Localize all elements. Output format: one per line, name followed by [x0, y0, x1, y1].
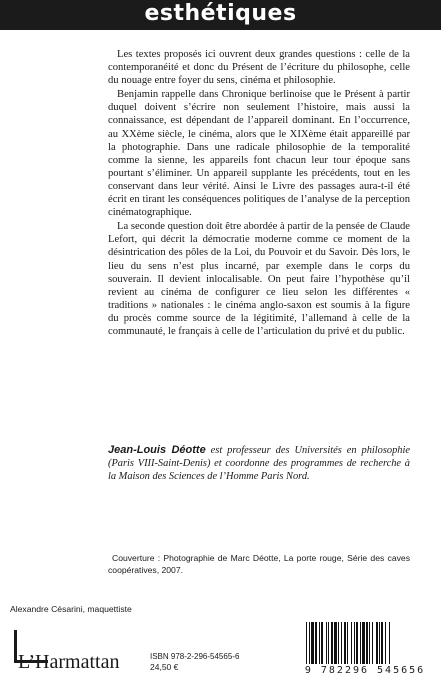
author-name: Jean-Louis Déotte	[108, 444, 206, 456]
price: 24,50 €	[150, 662, 179, 672]
cover-note: Couverture : Photographie de Marc Déotte, La porte rouge, Série des caves coopératives, 2007.	[108, 553, 410, 575]
series-title: esthétiques	[144, 1, 297, 26]
barcode	[292, 620, 438, 666]
publisher-name: L’Harmattan	[18, 651, 120, 673]
back-cover-text	[108, 48, 410, 339]
paragraph-1: Les textes proposés ici ouvrent deux grandes questions : celle de la contemporanéité et donc du Présent de l’écriture du philosophe, celle du nouage entre foyer du sens, cinéma et philosophie.	[108, 49, 410, 87]
author-bio-text: est professeur des Universités en philosophie (Paris VIII-Saint-Denis) et coordonne des programmes de recherche à la Maison des Sciences de l’Homme Paris Nord.	[108, 445, 410, 483]
barcode-digits: 9 782296 545656	[304, 665, 426, 676]
paragraph-2: Benjamin rappelle dans Chronique berlinoise que le Présent à partir duquel doivent s’écrire non seulement l’histoire, mais aussi la connaissance, est dépendant de l’appareil dominant. En l’occurrence, au XXème siècle, le cinéma, alors que le XIXème était appareillé par la photographie. Dans une radicale philosophie de la temporalité comme la sienne, les appareils font chacun leur tour époque sans pourtant s’éliminer. Un appareil supplante les précédents, tout en les conservant dans leur vérité. Ainsi le Livre des passages aura-t-il été écrit en tirant les conséquences politiques de l’analyse de la perception cinématographique.	[108, 89, 410, 219]
publisher-logo	[8, 628, 126, 676]
paragraph-3: La seconde question doit être abordée à partir de la pensée de Claude Lefort, qui décrit la démocratie moderne comme ce moment de la désintrication des pôles de la Loi, du Pouvoir et du Savoir. Dès lors, le lieu du sens n’est plus incarné, par exemple dans le corps du souverain. Il devient inlocalisable. On peut faire l’hypothèse qu’il revient au cinéma de configurer ce lieu selon les différentes « traditions » nationales : le cinéma anglo-saxon est soumis à la figure du procès comme source de la légitimité, l’allemand à celle de la communauté, le français à celle de l’articulation du privé et du public.	[108, 221, 410, 337]
author-bio	[108, 444, 410, 484]
header-bar	[0, 0, 441, 30]
isbn: ISBN 978-2-296-54565-6	[150, 652, 240, 661]
designer-credit: Alexandre Césarini, maquettiste	[10, 604, 132, 614]
